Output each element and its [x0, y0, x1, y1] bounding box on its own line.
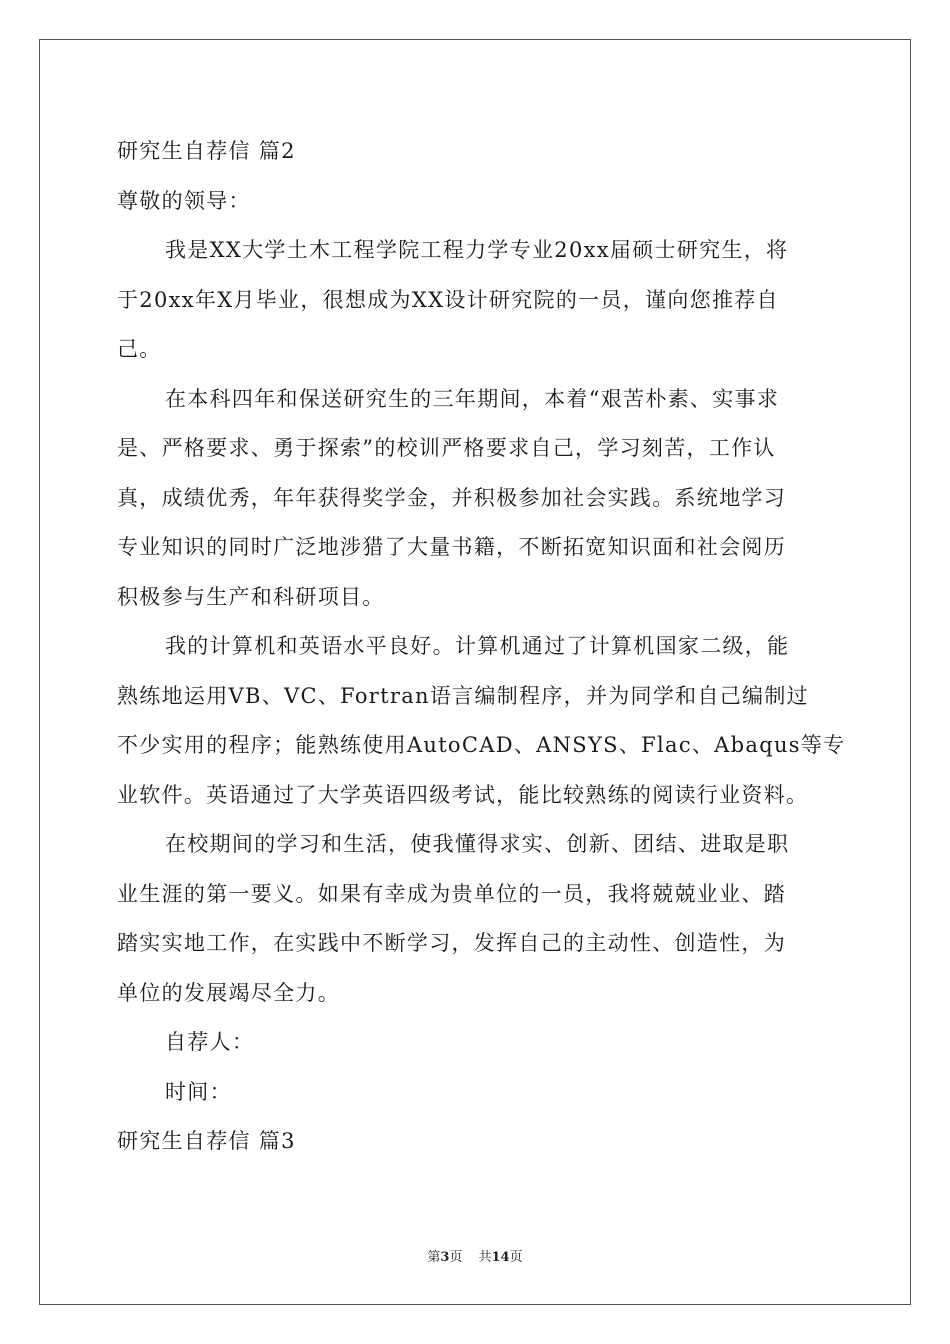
paragraph-line: 踏实实地工作，在实践中不断学习，发挥自己的主动性、创造性，为 [117, 931, 786, 955]
signature-label: 自荐人： [165, 1030, 255, 1054]
paragraph-line: 业软件。英语通过了大学英语四级考试，能比较熟练的阅读行业资料。 [117, 782, 809, 807]
paragraph-line: 业生涯的第一要义。如果有幸成为贵单位的一员，我将兢兢业业、踏 [117, 881, 786, 906]
page-suffix: 页 [449, 1250, 463, 1265]
date-label: 时间： [165, 1079, 232, 1104]
paragraph-line: 己。 [117, 337, 162, 361]
letter-body [117, 127, 846, 1167]
paragraph-line: 熟练地运用VB、VC、Fortran语言编制程序，并为同学和自己编制过 [117, 683, 809, 708]
page-footer [0, 1246, 950, 1265]
paragraph-line: 我的计算机和英语水平良好。计算机通过了计算机国家二级，能 [165, 634, 790, 658]
page-number: 3 [440, 1250, 450, 1265]
paragraph-line: 在本科四年和保送研究生的三年期间，本着“艰苦朴素、实事求 [165, 386, 780, 411]
paragraph-line: 积极参与生产和科研项目。 [117, 584, 385, 609]
total-pages: 14 [491, 1250, 510, 1265]
section-heading: 研究生自荐信 篇3 [117, 1129, 296, 1153]
paragraph-line: 于20xx年X月毕业，很想成为XX设计研究院的一员，谨向您推荐自 [117, 287, 779, 312]
paragraph-line: 是、严格要求、勇于探索”的校训严格要求自己，学习刻苦，工作认 [117, 436, 776, 460]
total-prefix: 共 [478, 1250, 492, 1265]
paragraph-line: 专业知识的同时广泛地涉猎了大量书籍，不断拓宽知识面和社会阅历 [117, 535, 786, 559]
salutation: 尊敬的领导： [117, 188, 251, 213]
paragraph-line: 在校期间的学习和生活，使我懂得求实、创新、团结、进取是职 [165, 832, 790, 856]
paragraph-line: 我是XX大学土木工程学院工程力学专业20xx届硕士研究生，将 [165, 238, 789, 262]
paragraph-line: 单位的发展竭尽全力。 [117, 980, 340, 1005]
page-prefix: 第 [427, 1250, 441, 1265]
section-heading: 研究生自荐信 篇2 [117, 139, 296, 163]
total-suffix: 页 [509, 1250, 523, 1265]
paragraph-line: 不少实用的程序；能熟练使用AutoCAD、ANSYS、Flac、Abaqus等专 [117, 733, 846, 757]
paragraph-line: 真，成绩优秀，年年获得奖学金，并积极参加社会实践。系统地学习 [117, 485, 786, 510]
